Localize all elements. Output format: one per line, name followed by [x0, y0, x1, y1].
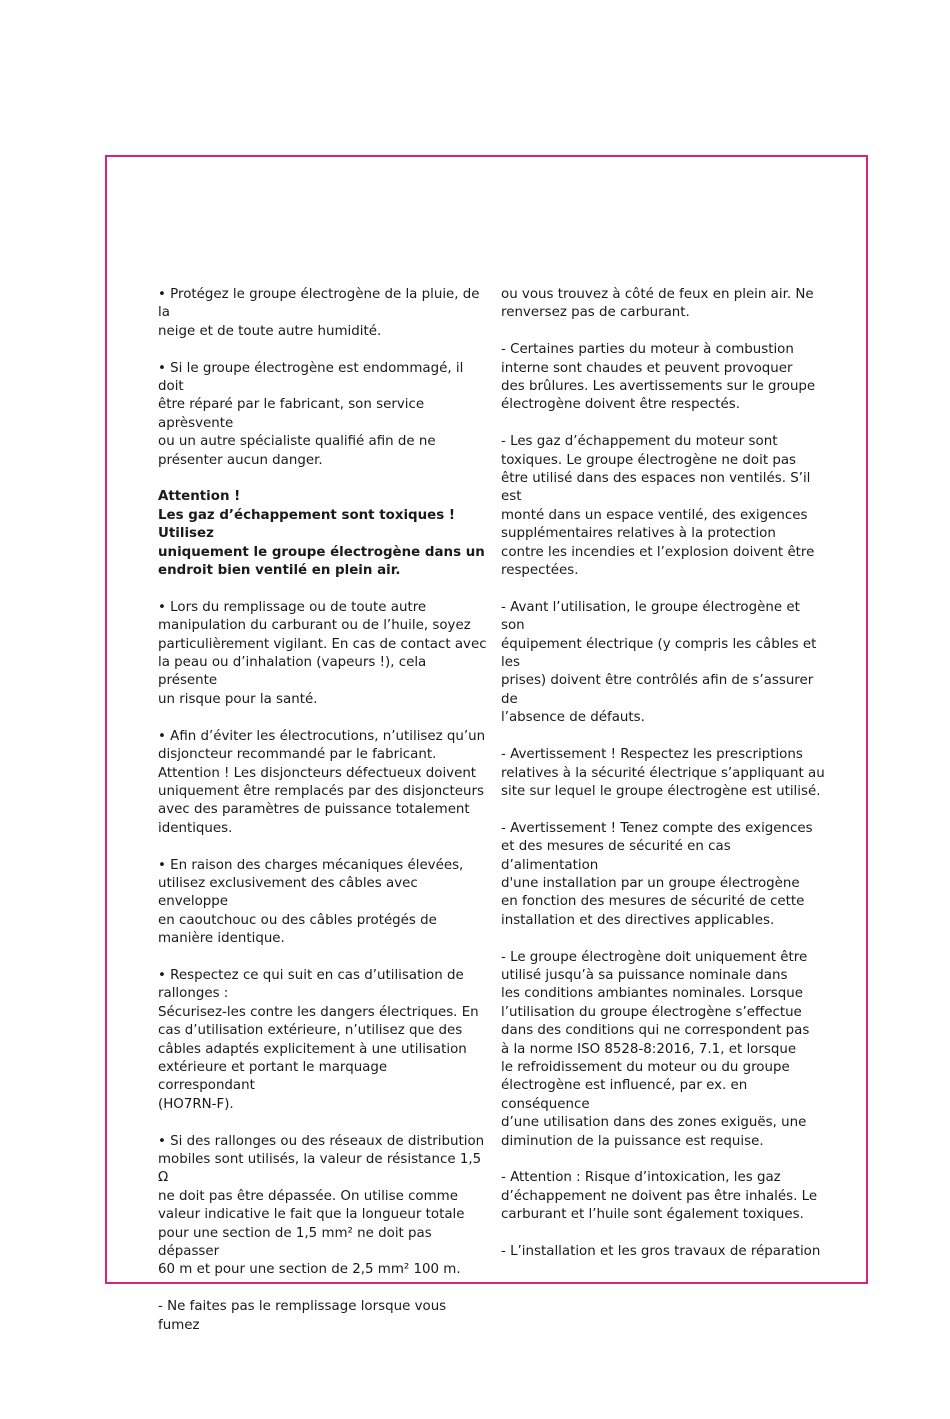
right-column: [501, 286, 826, 1280]
paragraph-pre-use-check: - Avant l’utilisation, le groupe électrogène et son équipement électrique (y compris les câbles et les prises) doivent être contrôlés afin de s’assurer de l’absence de défauts.: [501, 599, 817, 726]
left-column: [158, 286, 488, 1353]
paragraph-nominal-power: - Le groupe électrogène doit uniquement être utilisé jusqu’à sa puissance nominale dans les conditions ambiantes nominales. Lorsque l’utilisation du groupe électrogène s’effectue dans des conditions qui ne correspondent pas à la norme ISO 8528-8:2016, 7.1, et lorsque le refroidissement du moteur ou du groupe électrogène est influencé, par ex. en conséquence d’une utilisation dans des zones exiguës, une diminution de la puissance est requise.: [501, 949, 810, 1149]
paragraph-rain-protection: • Protégez le groupe électrogène de la pluie, de la neige et de toute autre humidité.: [158, 287, 480, 339]
paragraph-exhaust-warning: Attention ! Les gaz d’échappement sont toxiques ! Utilisez uniquement le groupe électrogène dans un endroit bien ventilé en plein air.: [158, 489, 485, 579]
paragraph-open-fire: ou vous trouvez à côté de feux en plein air. Ne renversez pas de carburant.: [501, 287, 814, 321]
paragraph-hot-parts: - Certaines parties du moteur à combustion interne sont chaudes et peuvent provoquer des brûlures. Les avertissements sur le groupe électrogène doivent être respectés.: [501, 342, 816, 413]
paragraph-installation-repairs: - L’installation et les gros travaux de réparation: [501, 1244, 821, 1259]
paragraph-damaged-repair: • Si le groupe électrogène est endommagé, il doit être réparé par le fabricant, son service aprèsvente ou un autre spécialiste qualifié afin de ne présenter aucun danger.: [158, 360, 464, 468]
paragraph-intoxication-risk: - Attention : Risque d’intoxication, les gaz d’échappement ne doivent pas être inhalés. Le carburant et l’huile sont également toxiques.: [501, 1170, 818, 1223]
paragraph-circuit-breaker: • Afin d’éviter les électrocutions, n’utilisez qu’un disjoncteur recommandé par le fabricant. Attention ! Les disjoncteurs défectueux doivent uniquement être remplacés par des disjoncteurs avec des paramètres de puissance totalement identiques.: [158, 728, 486, 836]
paragraph-extension-cords: • Respectez ce qui suit en cas d’utilisation de rallonges : Sécurisez-les contre les dangers électriques. En cas d’utilisation extérieure, n’utilisez que des câbles adaptés explicitement à une utilisation extérieure et portant le marquage correspondant (HO7RN-F).: [158, 967, 479, 1112]
paragraph-resistance-value: • Si des rallonges ou des réseaux de distribution mobiles sont utilisés, la valeur de résistance 1,5 Ω ne doit pas être dépassée. On utilise comme valeur indicative le fait que la longueur totale pour une section de 1,5 mm² ne doit pas dépasser 60 m et pour une section de 2,5 mm² 100 m.: [158, 1133, 485, 1278]
paragraph-electrical-safety: - Avertissement ! Respectez les prescriptions relatives à la sécurité électrique s’appliquant au site sur lequel le groupe électrogène est utilisé.: [501, 747, 825, 799]
paragraph-no-smoking: - Ne faites pas le remplissage lorsque vous fumez: [158, 1299, 447, 1333]
paragraph-fuel-handling: • Lors du remplissage ou de toute autre manipulation du carburant ou de l’huile, soyez particulièrement vigilant. En cas de contact avec la peau ou d’inhalation (vapeurs !), cela présente un risque pour la santé.: [158, 599, 487, 707]
paragraph-installation-requirements: - Avertissement ! Tenez compte des exigences et des mesures de sécurité en cas d’alimentation d'une installation par un groupe électrogène en fonction des mesures de sécurité de cette installation et des directives applicables.: [501, 820, 813, 928]
paragraph-rubber-cables: • En raison des charges mécaniques élevées, utilisez exclusivement des câbles avec enveloppe en caoutchouc ou des câbles protégés de manière identique.: [158, 857, 464, 947]
paragraph-exhaust-toxic: - Les gaz d’échappement du moteur sont toxiques. Le groupe électrogène ne doit pas être utilisé dans des espaces non ventilés. S’il est monté dans un espace ventilé, des exigences supplémentaires relatives à la protection contre les incendies et l’explosion doivent être respectées.: [501, 434, 815, 579]
